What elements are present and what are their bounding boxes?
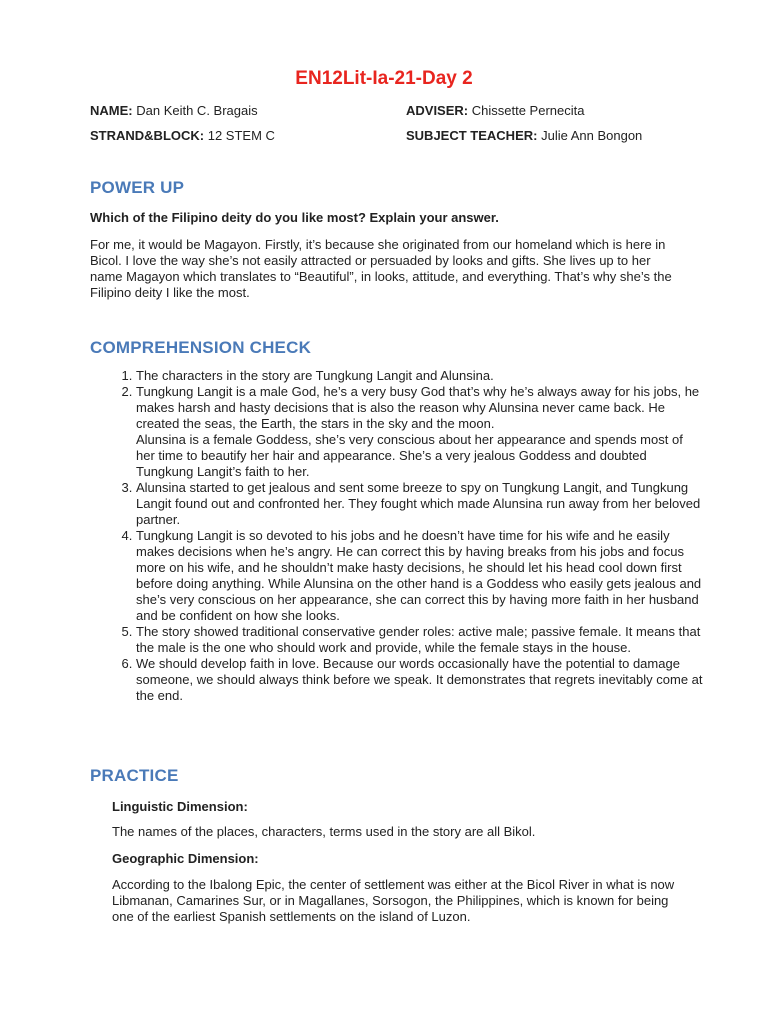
power-up-question: Which of the Filipino deity do you like most? Explain your answer. bbox=[90, 210, 499, 225]
teacher-field bbox=[406, 128, 642, 144]
adviser-label: ADVISER: bbox=[406, 103, 469, 118]
teacher-label: SUBJECT TEACHER: bbox=[406, 128, 538, 143]
adviser-value: Chissette Pernecita bbox=[471, 103, 585, 118]
list-item-text: The story showed traditional conservative gender roles: active male; passive female. It means that the male is the one who should work and provide, while the female stays in the house. bbox=[136, 624, 701, 655]
strand-field bbox=[90, 128, 275, 144]
adviser-field bbox=[406, 103, 584, 119]
list-item-text-extra: Alunsina is a female Goddess, she’s very conscious about her appearance and spends most of her time to beautify her hair and appearance. She’s a very jealous Goddess and doubted Tungkung Langit’s faith to her. bbox=[136, 432, 683, 479]
linguistic-text: The names of the places, characters, terms used in the story are all Bikol. bbox=[112, 824, 536, 839]
list-item-text: The characters in the story are Tungkung Langit and Alunsina. bbox=[136, 368, 494, 383]
power-up-heading: POWER UP bbox=[90, 178, 185, 197]
strand-label: STRAND&BLOCK: bbox=[90, 128, 205, 143]
geographic-text: According to the Ibalong Epic, the center of settlement was either at the Bicol River in what is now Libmanan, Camarines Sur, or in Magallanes, Sorsogon, the Philippines, which is known for being one of the earliest Spanish settlements on the island of Luzon. bbox=[112, 877, 675, 924]
list-item bbox=[136, 368, 704, 384]
name-label: NAME: bbox=[90, 103, 133, 118]
list-item-text: We should develop faith in love. Because our words occasionally have the potential to damage someone, we should always think before we speak. It demonstrates that regrets inevitably come at the end. bbox=[136, 656, 703, 703]
name-field bbox=[90, 103, 258, 119]
list-item-text: Alunsina started to get jealous and sent some breeze to spy on Tungkung Langit, and Tungkung Langit found out and confronted her. They fought which made Alunsina run away from her beloved partner. bbox=[136, 480, 701, 527]
list-item-text: Tungkung Langit is so devoted to his jobs and he doesn’t have time for his wife and he easily makes decisions when he’s angry. He can correct this by having breaks from his jobs and focus more on his wife, and he shouldn’t make hasty decisions, he should let his head cool down first before doing anything. While Alunsina on the other hand is a Goddess who easily gets jealous and she’s very conscious on her appearance, she can correct this by having more faith in her husband and be confident on how she looks. bbox=[136, 528, 702, 623]
list-item bbox=[136, 384, 704, 480]
document-title: EN12Lit-Ia-21-Day 2 bbox=[295, 68, 473, 89]
list-item bbox=[136, 480, 704, 528]
comprehension-heading: COMPREHENSION CHECK bbox=[90, 338, 312, 357]
list-item-text: Tungkung Langit is a male God, he’s a very busy God that’s why he’s always away for his jobs, he makes harsh and hasty decisions that is also the reason why Alunsina never came back. He created the seas, the Earth, the stars in the sky and the moon. bbox=[136, 384, 700, 431]
name-value: Dan Keith C. Bragais bbox=[136, 103, 258, 118]
comprehension-list bbox=[112, 368, 704, 704]
strand-value: 12 STEM C bbox=[207, 128, 275, 143]
list-item bbox=[136, 656, 704, 704]
geographic-heading: Geographic Dimension: bbox=[112, 851, 259, 866]
power-up-answer: For me, it would be Magayon. Firstly, it’s because she originated from our homeland which is here in Bicol. I love the way she’s not easily attracted or persuaded by looks and gifts. She lives up to her name Magayon which translates to “Beautiful”, in looks, attitude, and everything. That’s why she’s the Filipino deity I like the most. bbox=[90, 237, 672, 300]
practice-heading: PRACTICE bbox=[90, 766, 179, 785]
linguistic-heading: Linguistic Dimension: bbox=[112, 799, 248, 814]
list-item bbox=[136, 528, 704, 624]
list-item bbox=[136, 624, 704, 656]
teacher-value: Julie Ann Bongon bbox=[541, 128, 643, 143]
